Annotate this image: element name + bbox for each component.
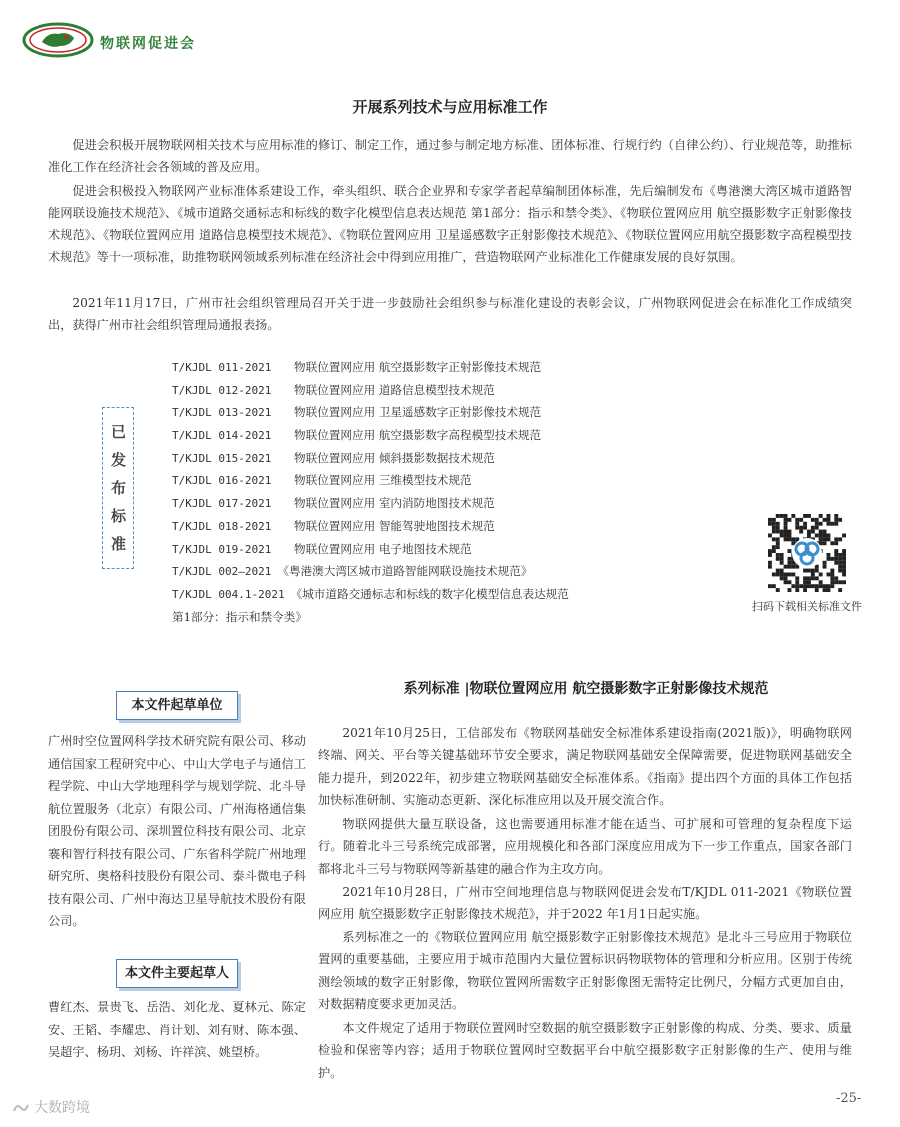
drafters-text: 曹红杰、景贵飞、岳浩、刘化龙、夏林元、陈定安、王韬、李耀忠、肖计划、刘有财、陈本强、吴超宇、杨玥、刘杨、许祥滨、姚望桥。	[48, 1000, 306, 1059]
standard-row	[172, 492, 652, 515]
section-paragraph: 2021年10月25日，工信部发布《物联网基础安全标准体系建设指南(2021版)》，明确物联网终端、网关、平台等关键基础环节安全要求，满足物联网基础安全保障需要，促进物联网基础安全能力提升，到2022年，初步建立物联网基础安全标准体系。《指南》提出四个方面的具体工作包括加快标准研制、实施动态更新、深化标准应用以及开展交流合作。	[318, 726, 852, 808]
standard-row-continuation: 第1部分：指示和禁令类》	[172, 609, 307, 624]
standards-label-char: 布	[110, 479, 126, 497]
standard-name: 物联位置网应用 倾斜摄影数据技术规范	[294, 450, 495, 465]
drafting-units-text: 广州时空位置网科学技术研究院有限公司、移动通信国家工程研究中心、中山大学电子与通信工程学院、中山大学地理科学与规划学院、北斗导航位置服务（北京）有限公司、广州海格通信集团股份有限公司、深圳置位科技有限公司、北京褰和智行科技有限公司、广东省科学院广州地理研究所、奥格科技股份有限公司、泰斗微电子科技有限公司、广州中海达卫星导航技术股份有限公司。	[48, 734, 306, 928]
watermark	[12, 1097, 90, 1117]
page-title: 开展系列技术与应用标准工作	[352, 98, 548, 116]
org-name: 物联网促进会	[100, 36, 196, 52]
drafters-heading: 本文件主要起草人	[116, 959, 238, 988]
standard-name: 物联位置网应用 道路信息模型技术规范	[294, 382, 495, 397]
standard-row	[172, 447, 652, 470]
standards-label-char: 标	[110, 507, 126, 525]
standard-code: T/KJDL 015-2021	[172, 451, 272, 465]
standard-code: T/KJDL 013-2021	[172, 406, 272, 420]
standard-code: T/KJDL 002—2021	[172, 565, 272, 579]
qr-code-icon[interactable]	[766, 512, 848, 594]
standard-row	[172, 401, 652, 424]
standard-code: T/KJDL 016-2021	[172, 474, 272, 488]
standard-name: 物联位置网应用 智能驾驶地图技术规范	[294, 518, 495, 533]
standard-code: T/KJDL 014-2021	[172, 429, 272, 443]
section-paragraph: 系列标准之一的《物联位置网应用 航空摄影数字正射影像技术规范》是北斗三号应用于物联位置网的重要基础，主要应用于城市范围内大量位置标识码物联物体的管理和分析应用。区别于传统测绘领域的数字正射影像，物联位置网所需数字正射影像图无需特定比例尺，分幅方式更加自由，对数据精度要求更加灵活。	[318, 930, 852, 1012]
watermark-icon	[12, 1101, 30, 1115]
section-paragraph: 物联网提供大量互联设备，这也需要通用标准才能在适当、可扩展和可管理的复杂程度下运行。随着北斗三号系统完成部署，应用规模化和各部门深度应用成为下一步工作重点，国家各部门都将北斗三号与物联网等新基建的融合作为主攻方向。	[318, 817, 852, 876]
standards-list	[172, 356, 652, 628]
standard-row	[172, 560, 652, 583]
qr-caption: 扫码下载相关标准文件	[752, 600, 862, 613]
drafting-units-heading: 本文件起草单位	[116, 691, 238, 720]
standard-code: T/KJDL 012-2021	[172, 383, 272, 397]
standard-code: T/KJDL 017-2021	[172, 497, 272, 511]
standard-code: T/KJDL 011-2021	[172, 361, 272, 374]
watermark-text: 大数跨境	[34, 1100, 90, 1116]
org-logo	[22, 22, 94, 58]
standard-row	[172, 379, 652, 402]
standard-name: 《粤港澳大湾区城市道路智能网联设施技术规范》	[277, 564, 533, 579]
standard-code: T/KJDL 004.1-2021	[172, 587, 285, 601]
standard-row	[172, 515, 652, 538]
standard-row	[172, 424, 652, 447]
standard-name: 物联位置网应用 航空摄影数字正射影像技术规范	[294, 360, 542, 374]
section-paragraph: 2021年10月28日，广州市空间地理信息与物联网促进会发布T/KJDL 011-2021《物联位置网应用 航空摄影数字正射影像技术规范》，并于2022 年1月1日起实施。	[318, 885, 852, 922]
standard-name: 《城市道路交通标志和标线的数字化模型信息表达规范	[290, 586, 569, 601]
standards-vertical-label	[102, 418, 135, 558]
standard-code: T/KJDL 018-2021	[172, 519, 272, 533]
intro-paragraph: 促进会积极投入物联网产业标准体系建设工作，牵头组织、联合企业界和专家学者起草编制团体标准，先后编制发布《粤港澳大湾区城市道路智能网联设施技术规范》、《城市道路交通标志和标线的数字化模型信息表达规范 第1部分：指示和禁令类》、《物联位置网应用 航空摄影数字正射影像技术规范》、《物联位置网应用 道路信息模型技术规范》、《物联位置网应用 卫星遥感数字正射影像技术规范》、《物联位置网应用航空摄影数字高程模型技术规范》等十一项标准，助推物联网领域系列标准在经济社会中得到应用推广，营造物联网产业标准化工作健康发展的良好氛围。	[48, 184, 852, 264]
standard-row	[172, 356, 652, 379]
standard-row	[172, 538, 652, 561]
intro-paragraph: 2021年11月17日，广州市社会组织管理局召开关于进一步鼓励社会组织参与标准化建设的表彰会议，广州物联网促进会在标准化工作成绩突出，获得广州市社会组织管理局通报表扬。	[48, 296, 852, 332]
section-paragraph: 本文件规定了适用于物联位置网时空数据的航空摄影数字正射影像的构成、分类、要求、质量检验和保密等内容；适用于物联位置网时空数据平台中航空摄影数字正射影像的生产、使用与维护。	[318, 1021, 852, 1080]
page-number: -25-	[836, 1091, 862, 1106]
intro-paragraph: 促进会积极开展物联网相关技术与应用标准的修订、制定工作，通过参与制定地方标准、团体标准、行规行约（自律公约）、行业规范等，助推标准化工作在经济社会各领域的普及应用。	[48, 138, 852, 174]
standard-code: T/KJDL 019-2021	[172, 542, 272, 556]
standard-name: 物联位置网应用 卫星遥感数字正射影像技术规范	[294, 405, 542, 420]
standard-row	[172, 469, 652, 492]
standard-name: 物联位置网应用 三维模型技术规范	[294, 473, 472, 488]
standard-name: 物联位置网应用 航空摄影数字高程模型技术规范	[294, 428, 542, 443]
standards-label-char: 已	[110, 423, 126, 441]
standard-row	[172, 583, 652, 606]
standards-label-char: 发	[110, 451, 126, 469]
standard-name: 物联位置网应用 室内消防地图技术规范	[294, 496, 495, 511]
standards-label-char: 准	[110, 535, 126, 553]
standard-name: 物联位置网应用 电子地图技术规范	[294, 541, 472, 556]
section-title: 系列标准 |物联位置网应用 航空摄影数字正射影像技术规范	[403, 681, 769, 697]
